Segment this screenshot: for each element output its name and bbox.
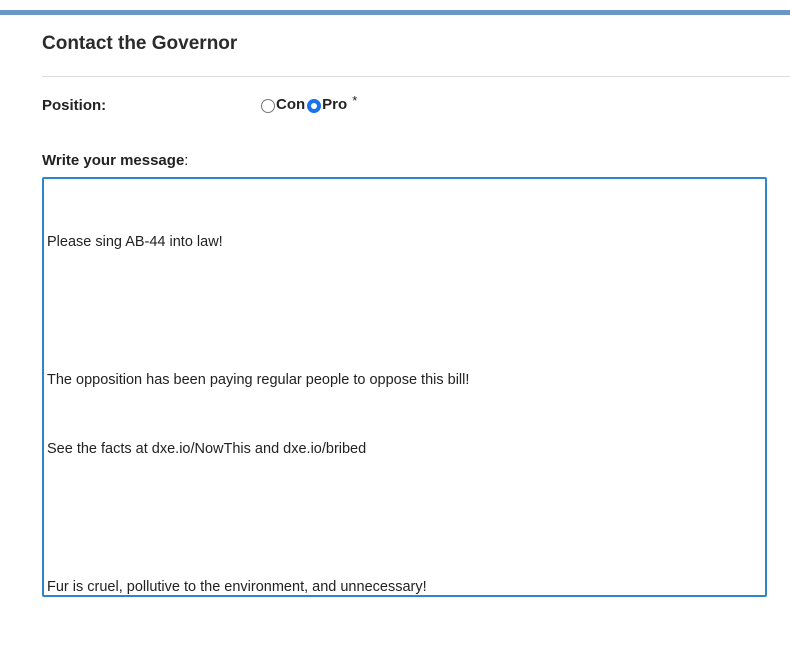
required-asterisk: * xyxy=(352,93,358,108)
position-radio-group xyxy=(261,93,358,113)
message-textarea[interactable] xyxy=(42,177,767,597)
message-label-colon: : xyxy=(184,152,189,169)
message-line: Fur is cruel, pollutive to the environment, and unnecessary! xyxy=(47,579,427,595)
message-line: Please sing AB-44 into law! xyxy=(47,234,223,250)
header-divider xyxy=(42,76,790,77)
message-line xyxy=(47,300,747,323)
radio-pro[interactable] xyxy=(307,99,321,113)
top-accent-bar xyxy=(0,10,790,15)
position-label: Position: xyxy=(42,97,107,114)
message-label xyxy=(42,152,188,169)
radio-con-label[interactable]: Con xyxy=(276,96,306,113)
radio-con[interactable] xyxy=(261,99,275,113)
radio-pro-label[interactable]: Pro xyxy=(322,96,348,113)
message-line: See the facts at dxe.io/NowThis and dxe.io/bribed xyxy=(47,441,367,457)
message-line xyxy=(47,507,747,530)
page-title: Contact the Governor xyxy=(42,33,238,54)
message-text xyxy=(47,185,747,645)
message-line: The opposition has been paying regular people to oppose this bill! xyxy=(47,372,470,388)
message-label-text: Write your message xyxy=(42,152,185,169)
